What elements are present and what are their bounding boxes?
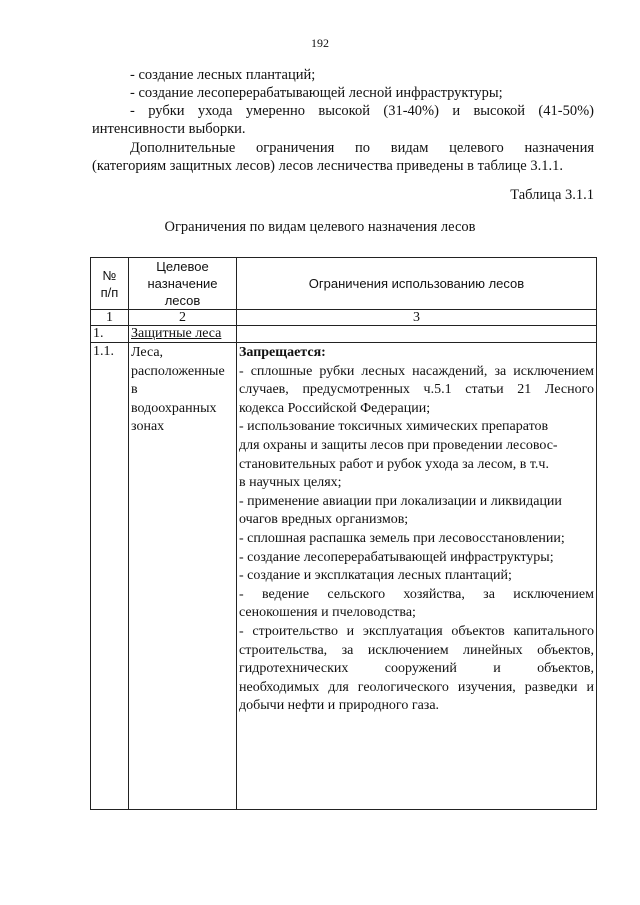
prohibited-label: Запрещается:	[239, 345, 326, 360]
col-number-1: 1	[91, 310, 129, 326]
intro-para2-line2: (категориям защитных лесов) лесов лесничества приведены в таблице 3.1.1.	[92, 158, 563, 174]
table-title: Ограничения по видам целевого назначения лесов	[164, 219, 476, 235]
col-number-3: 3	[237, 310, 597, 326]
intro-line-3a: - рубки ухода умеренно высокой (31-40%) и высокой (41-50%)	[130, 103, 594, 119]
section-num: 1.	[91, 326, 129, 343]
intro-line-1: - создание лесных плантаций;	[130, 67, 316, 83]
header-restrictions: Ограничения использованию лесов	[237, 258, 597, 310]
col-number-2: 2	[129, 310, 237, 326]
table-header-row	[91, 258, 597, 310]
intro-line-2: - создание лесоперерабатывающей лесной инфраструктуры;	[130, 85, 503, 101]
row-purpose: Леса, расположенные в водоохранных зонах	[129, 343, 237, 810]
section-row	[91, 326, 597, 343]
table-caption: Таблица 3.1.1	[510, 187, 594, 203]
restrictions-table	[90, 257, 597, 810]
table-row	[91, 343, 597, 810]
section-empty	[237, 326, 597, 343]
header-num: № п/п	[91, 258, 129, 310]
column-number-row	[91, 310, 597, 326]
page-number: 192	[311, 36, 329, 50]
intro-para2-line1: Дополнительные ограничения по видам целевого назначения	[130, 140, 594, 156]
intro-line-3b: интенсивности выборки.	[92, 121, 246, 137]
header-purpose: Целевое назначение лесов	[129, 258, 237, 310]
section-title: Защитные леса	[129, 326, 237, 343]
row-restrictions: Запрещается: - сплошные рубки лесных насаждений, за исключением случаев, предусмотренных ч.5.1 статьи 21 Лесного кодекса Российской Федерации; - использование токсичных химических препаратов для охраны и защиты лесов при проведении лесовос- становительных работ и рубок ухода за лесом, в т.ч. в научных целях; - применение авиации при локализации и ликвидации очагов вредных организмов; - сплошная распашка земель при лесовосстановлении; - создание лесоперерабатывающей инфраструктуры; - создание и эксплкатация лесных плантаций; - ведение сельского хозяйства, за исключением сенокошения и пчеловодства; - строительство и эксплуатация объектов капитального строительства, за исключением линейных объектов, гидротехнических сооружений и объектов, необходимых для геологического изучения, разведки и добычи нефти и природного газа.	[237, 343, 597, 810]
row-num: 1.1.	[91, 343, 129, 810]
